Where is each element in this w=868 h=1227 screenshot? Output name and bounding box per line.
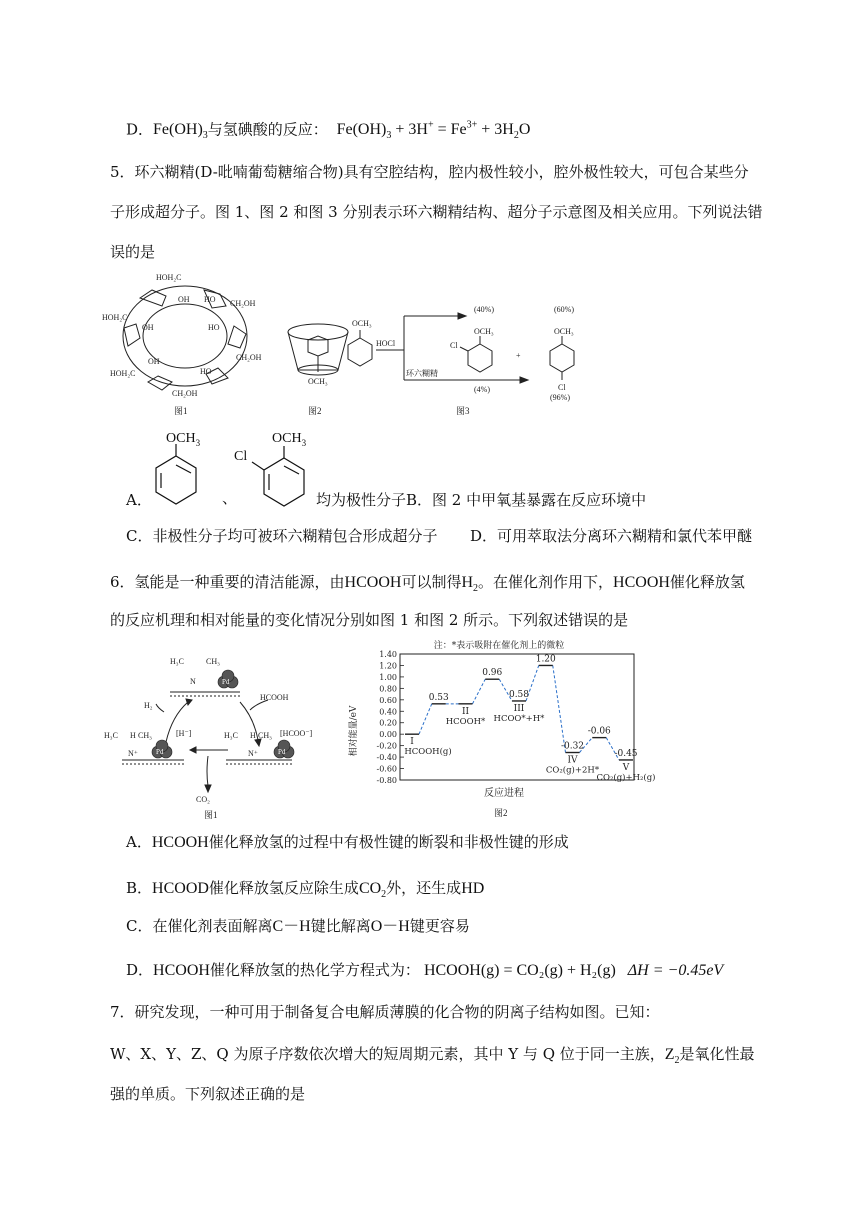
fig3-para-sub: OCH₃ [554,327,574,336]
formula-hcooh: HCOOH [613,574,670,591]
q6-option-a: A．HCOOH催化释放氢的过程中有极性键的断裂和非极性键的形成 [126,833,569,851]
fig2-label: OCH₃ [308,377,328,386]
q6-figure-2-chart [344,636,656,820]
q6-option-d: D．HCOOH催化释放氢的热化学方程式为： HCOOH(g) = CO₂(g) + H₂(g) ΔH = −0.45eV [126,961,724,979]
fig-label: CH₃ [206,657,220,666]
y-tick-label: 0.40 [379,707,397,717]
y-tick-label: 1.20 [379,661,397,671]
fig-label: [H⁻] [176,729,192,738]
value-label: 0.58 [508,689,530,700]
fig2-caption: 图2 [494,808,508,818]
q7-stem-line3: 强的单质。下列叙述正确的是 [110,1085,306,1103]
q4-option-d [126,116,530,147]
y-tick-label: 1.00 [379,672,397,682]
q7-stem-line2: W、X、Y、Z、Q 为原子序数依次增大的短周期元素，其中 Y 与 Q 位于同一主族，$Z_2$是氧化性最 [110,1045,755,1067]
mol2-cl: Cl [234,449,248,464]
y-tick-label: -0.80 [376,776,397,785]
value-label: -0.32 [560,741,585,752]
connector-line [553,665,566,752]
y-tick-label: 0.80 [379,684,397,694]
q5-stem-line2: 子形成超分子。图 1、图 2 和图 3 分别表示环六糊精结构、超分子示意图及相关应用。下列说法错 [110,203,763,221]
thermo-equation: HCOOH(g) = CO₂(g) + H₂(g) [423,962,616,979]
fig1-label: OH [178,295,190,304]
formula-hcooh: HCOOH [151,834,209,851]
q5-option-a [126,428,666,518]
fig1-caption: 图1 [204,810,218,820]
formula-hd: HD [461,880,485,897]
option-label: D． [126,120,154,139]
fig3-pct: (96%) [550,393,570,402]
fig-label: H [130,731,136,740]
fig-label: [HCOO⁻] [280,729,313,738]
q6-figure-1 [100,652,320,822]
fig1-label: HO [200,367,212,376]
y-tick-label: -0.40 [376,753,397,763]
fig-label: H₃C [104,731,118,740]
value-label: 1.20 [535,654,556,665]
mol1-group: $OCH_3$ [166,431,201,448]
formula-oh-bond: O－H [370,918,410,935]
pd-label: Pd [222,678,230,686]
fig3-pct: (40%) [474,305,494,314]
q5-option-b: B．图 2 中甲氧基暴露在反应环境中 [406,491,647,509]
connector-line [419,704,432,734]
state-numeral: II [461,706,470,717]
formula-feoh3: $Fe(OH)_3$ [153,121,208,142]
fig3-pct: (60%) [554,305,574,314]
fig-label: N⁺ [248,749,258,758]
formula-z2: $Z_2$ [664,1046,680,1067]
value-label: 0.53 [428,692,449,703]
state-name: CO₂(g)+H₂(g) [596,772,656,783]
fig1-label: CH₂OH [172,389,198,398]
fig3-ortho-sub: OCH₃ [474,327,494,336]
q6-option-c: C．在催化剂表面解离C－H键比解离O－H键更容易 [126,917,470,935]
q5-option-c: C．非极性分子均可被环六糊精包合形成超分子 [126,527,438,545]
q6-stem-line2: 的反应机理和相对能量的变化情况分别如图 1 和图 2 所示。下列叙述错误的是 [110,611,629,629]
fig1-label: CH₂OH [236,353,262,362]
state-name: HCOO*+H* [493,713,545,724]
q5-figure-1 [100,268,270,418]
fig-label: N⁺ [128,749,138,758]
option-text: 与氢碘酸的反应： [207,120,328,139]
q5-figure-3 [340,305,600,418]
fig-label: HCOOH [260,693,289,702]
fig1-label: HOH₂C [102,313,128,322]
fig3-para-cl: Cl [558,383,566,392]
fig3-pct: (4%) [474,385,490,394]
state-name: HCOOH* [445,716,486,727]
y-tick-label: 1.40 [379,650,397,659]
delta-h: ΔH = −0.45eV [627,962,724,979]
q5-stem-line3: 误的是 [110,243,156,261]
chart-title: 注：*表示吸附在催化剂上的微粒 [433,641,565,651]
option-label: A． [126,491,152,509]
chart-xlabel: 反应进程 [484,788,524,799]
pd-label: Pd [156,748,164,756]
separator: 、 [222,489,238,507]
fig-label: H₃C [170,657,184,666]
fig3-plus: + [516,351,521,360]
fig-label: H₃C [224,731,238,740]
fig1-label: OH [142,323,154,332]
q5-option-d: D．可用萃取法分离环六糊精和氯代苯甲醚 [470,527,753,545]
fig1-caption: 图1 [174,406,188,416]
fig3-condition: 环六糊精 [406,369,438,378]
q6-option-b: B．HCOOD催化释放氢反应除生成$CO_2$外，还生成HD [126,879,485,901]
q5-stem-line1: 5．环六糊精(D-吡喃葡萄糖缩合物)具有空腔结构，腔内极性较小，腔外极性较大，可包合某些分 [110,163,749,181]
y-tick-label: -0.20 [376,741,397,751]
value-label: -0.06 [587,726,611,737]
value-label: -0.45 [614,748,638,759]
q7-stem-line1: 7．研究发现，一种可用于制备复合电解质薄膜的化合物的阴离子结构如图。已知： [110,1003,660,1021]
option-text: 均为极性分子 [316,491,407,509]
connector-line [473,679,486,704]
fig1-label: CH₂OH [230,299,256,308]
equation: $Fe(OH)_3 + 3H^+ = Fe^{3+} + 3H_2O$ [336,120,531,142]
fig1-label: HO [208,323,220,332]
fig3-reagent: HOCl [376,339,396,348]
value-label: 0.96 [482,668,503,679]
fig-label: H [250,731,256,740]
fig-label: H₂ [144,701,153,710]
state-numeral: V [622,762,630,773]
state-numeral: IV [567,755,578,766]
fig2-caption: 图2 [308,406,322,416]
fig1-label: HOH₂C [110,369,136,378]
q6-stem-line1: 6．氢能是一种重要的清洁能源，由HCOOH可以制得$H_2$。在催化剂作用下，HCOOH催化释放氢 [110,573,745,595]
y-tick-label: 0.00 [379,730,397,740]
fig3-ortho-cl: Cl [450,341,458,350]
pd-label: Pd [278,748,286,756]
fig1-label: HO [204,295,216,304]
state-numeral: I [410,737,414,748]
y-tick-label: -0.60 [376,764,397,774]
fig-label: N [190,677,196,686]
state-numeral: III [513,703,525,714]
formula-hcood: HCOOD [152,880,209,897]
y-tick-label: 0.20 [379,718,397,728]
chart-ylabel: 相对能量/eV [349,705,359,757]
state-name: HCOOH(g) [404,747,452,758]
fig1-label: OH [148,357,160,366]
fig-label: CH₃ [258,731,272,740]
formula-h2: $H_2$ [461,574,479,595]
fig1-label: HOH₂C [156,273,182,282]
formula-ch-bond: C－H [272,918,311,935]
formula-hcooh: HCOOH [344,574,402,591]
y-tick-label: 0.60 [379,695,397,705]
fig3-reactant: OCH₃ [352,319,372,328]
fig-label: CH₃ [138,731,152,740]
fig3-caption: 图3 [456,406,470,416]
fig-label: CO₂ [196,795,210,804]
formula-hcooh: HCOOH [153,962,210,979]
formula-co2: $CO_2$ [358,880,387,901]
state-name: CO₂(g)+2H* [545,765,600,776]
mol2-group: $OCH_3$ [272,431,307,448]
